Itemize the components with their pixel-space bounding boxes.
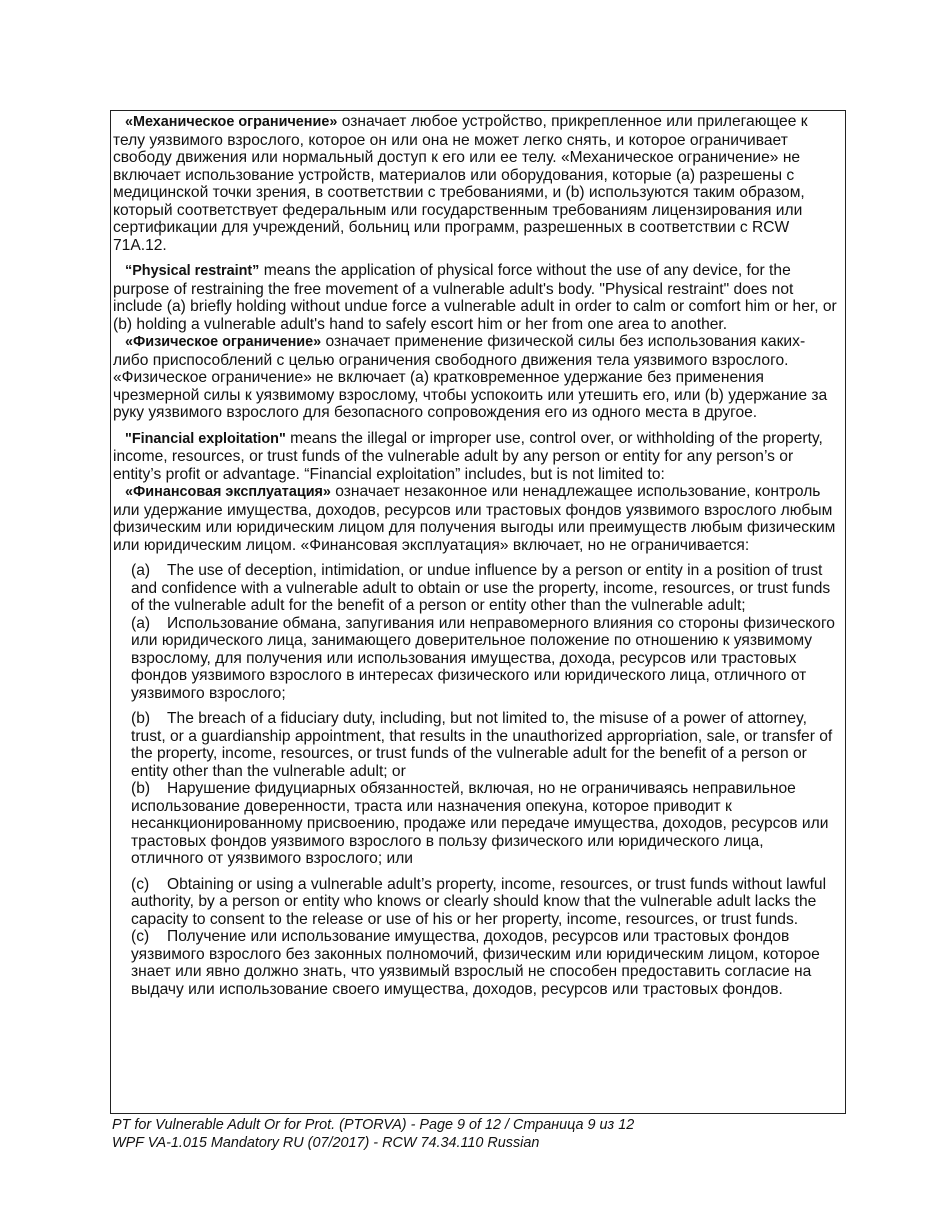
item-text: The use of deception, intimidation, or undue influence by a person or entity in a position of trust and confidence with a vulnerable adult to obtain or use the property, income, resources, or trust funds of the vulnerable adult for the benefit of a person or entity other than the vulnerable adult;: [131, 562, 831, 614]
term-label: «Физическое ограничение»: [125, 334, 322, 350]
document-body: [110, 110, 846, 1114]
item-text: Получение или использование имущества, доходов, ресурсов или трастовых фондов уязвимого взрослого без законных полномочий, физическим или юридическим лицом, которое знает или явно должно знать, что уязвимый взрослый не способен предоставить согласие на выдачу или использование своего имущества, доходов, ресурсов или трастовых фондов.: [131, 928, 820, 998]
definition-text: означает любое устройство, прикрепленное или прилегающее к телу уязвимого взрослого, которое он или она не может легко снять, и которое ограничивает свободу движения или нормальный доступ к его или ее телу. «Механическое ограничение» не включает использование устройств, материалов или оборудования, которые (a) разрешены с медицинской точки зрения, в соответствии с требованиями, и (b) используются таким образом, который соответствует федеральным или государственным требованиям лицензирования или сертификации для учреждений, больниц или программ, разрешенных в соответствии с RCW 71A.12.: [113, 113, 808, 254]
item-marker: (a): [131, 614, 151, 632]
list-item-a-en: [111, 562, 845, 615]
definition-text: означает применение физической силы без использования каких-либо приспособлений с целью ограничения свободного движения тела уязвимого взрослого. «Физическое ограничение» не включает (a) кратковременное удержание без применения чрезмерной силы к уязвимому взрослому, чтобы успокоить или утешить его, или (b) удержание за руку уязвимого взрослого для безопасного сопровождения его из одного места в другое.: [113, 333, 828, 421]
item-marker: (c): [131, 875, 150, 893]
definition-text: means the illegal or improper use, control over, or withholding of the property, income, resources, or trust funds of the vulnerable adult by any person or entity for any person’s or entity’s profit or advantage. “Financial exploitation” includes, but is not limited to:: [113, 429, 823, 483]
item-text: The breach of a fiduciary duty, including, but not limited to, the misuse of a power of attorney, trust, or a guardianship appointment, that results in the unauthorized appropriation, sale, or transfer of the property, income, resources, or trust funds of the vulnerable adult for the benefit of a person or entity other than the vulnerable adult; or: [131, 710, 833, 780]
item-marker: (c): [131, 928, 150, 945]
mechanical-restraint-ru: [111, 113, 845, 254]
list-item-b-ru: [111, 780, 845, 868]
item-marker: (a): [131, 562, 151, 579]
list-item-a-ru: [111, 615, 845, 703]
term-label: "Financial exploitation": [125, 430, 286, 447]
footer-line-form-code: WPF VA-1.015 Mandatory RU (07/2017) - RCW 74.34.110 Russian: [112, 1135, 540, 1151]
definition-text: означает незаконное или ненадлежащее использование, контроль или удержание имущества, доходов, ресурсов или трастовых фондов уязвимого взрослого любым физическим или юридическим лицом для получения выгоды или преимуществ любым физическим или юридическим лицом. «Финансовая эксплуатация» включает, но не ограничивается:: [113, 483, 836, 554]
term-label: «Механическое ограничение»: [125, 114, 338, 130]
item-marker: (b): [131, 780, 151, 797]
item-text: Нарушение фидуциарных обязанностей, включая, но не ограничиваясь неправильное использование доверенности, траста или назначения опекуна, которое приводит к несанкционированному присвоению, продаже или передаче имущества, доходов, ресурсов или трастовых фондов уязвимого взрослого в пользу физического или юридического лица, отличного от уязвимого взрослого; или: [131, 780, 829, 867]
definition-text: means the application of physical force without the use of any device, for the purpose of restraining the free movement of a vulnerable adult's body. "Physical restraint" does not include (a) briefly holding without undue force a vulnerable adult in order to calm or comfort him or her, or (b) holding a vulnerable adult's hand to safely escort him or her from one area to another.: [113, 262, 837, 333]
page-footer: [112, 1116, 634, 1152]
item-marker: (b): [131, 710, 151, 727]
list-item-c-en: [111, 876, 845, 929]
physical-restraint-ru: [111, 333, 845, 422]
footer-line-form-title: PT for Vulnerable Adult Or for Prot. (PTORVA) - Page 9 of 12 / Страница 9 из 12: [112, 1117, 635, 1133]
financial-exploitation-ru: [111, 483, 845, 554]
list-item-b-en: [111, 710, 845, 780]
term-label: “Physical restraint”: [125, 263, 260, 279]
item-text: Obtaining or using a vulnerable adult’s property, income, resources, or trust funds without lawful authority, by a person or entity who knows or clearly should know that the vulnerable adult lacks the capacity to consent to the release or use of his or her property, income, resources, or trust funds.: [131, 875, 827, 928]
list-item-c-ru: [111, 928, 845, 998]
term-label: «Финансовая эксплуатация»: [125, 484, 331, 500]
item-text: Использование обмана, запугивания или неправомерного влияния со стороны физического или юридического лица, занимающего доверительное положение по отношению к уязвимому взрослому, для получения или использования имущества, дохода, ресурсов или трастовых фондов уязвимого взрослого в интересах физического или юридического лица, отличного от уязвимого взрослого;: [131, 614, 835, 702]
physical-restraint-en: [111, 262, 845, 333]
financial-exploitation-en: [111, 430, 845, 484]
